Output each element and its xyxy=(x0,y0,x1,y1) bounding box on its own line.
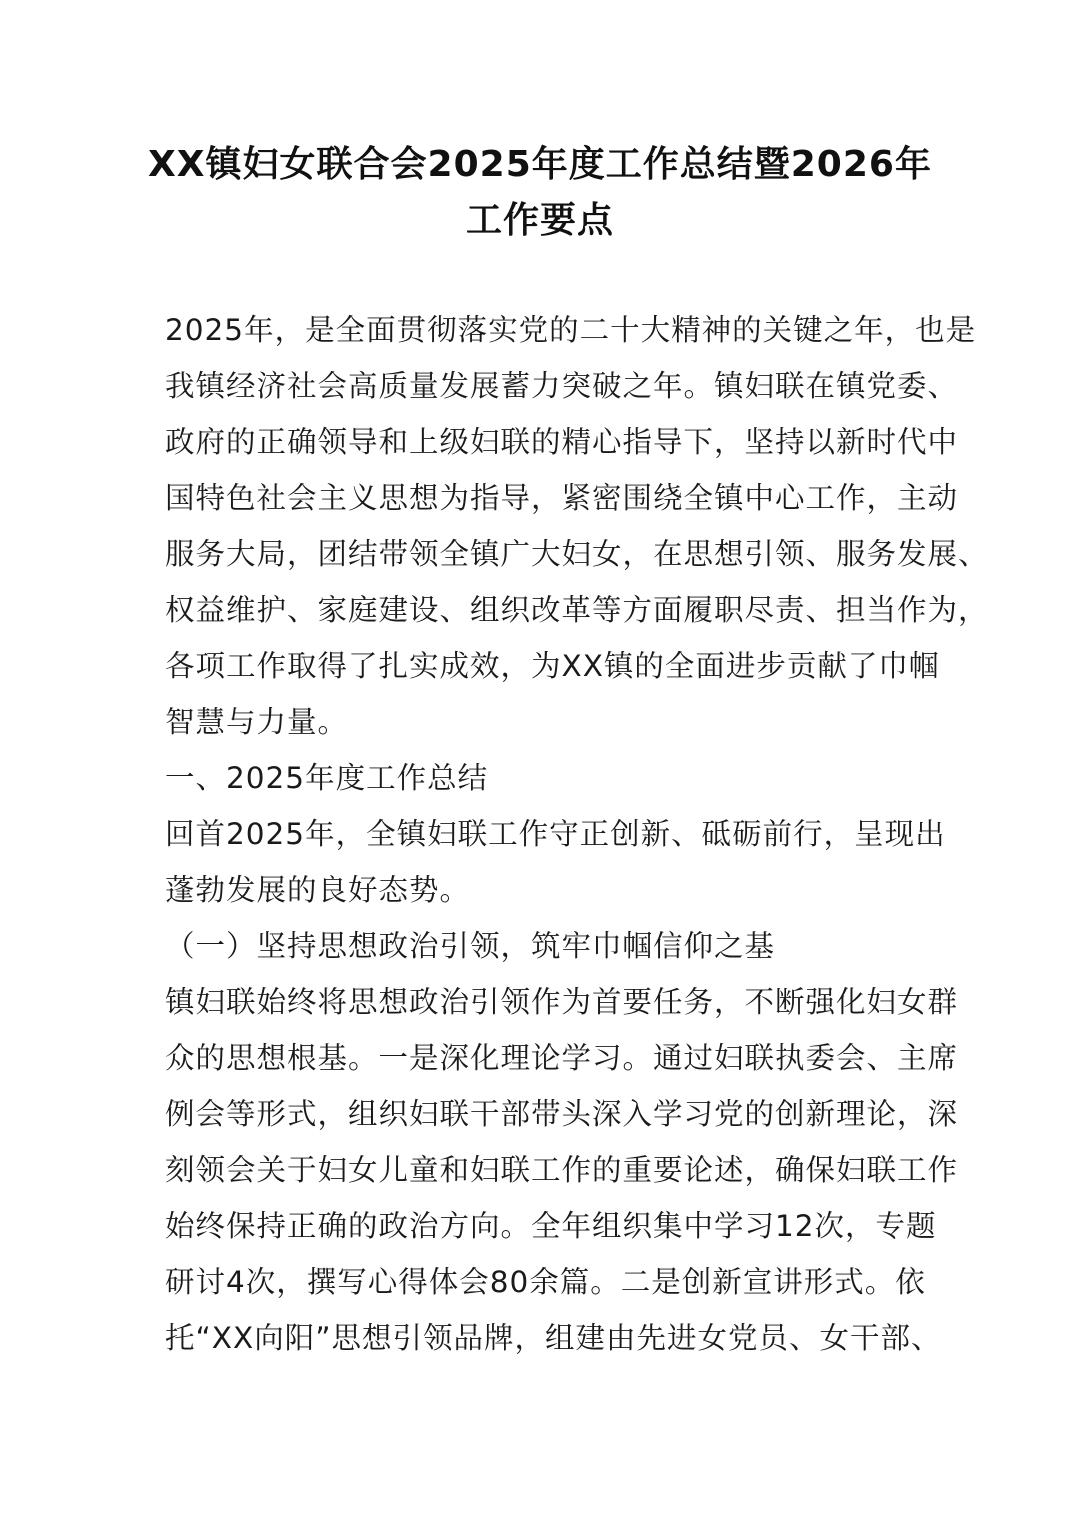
document-title-line-2: 工作要点 xyxy=(465,200,614,241)
body-line: 例会等形式，组织妇联干部带头深入学习党的创新理论，深 xyxy=(165,1097,959,1131)
body-line: 国特色社会主义思想为指导，紧密围绕全镇中心工作，主动 xyxy=(165,481,959,515)
section-heading: 一、2025年度工作总结 xyxy=(165,761,489,795)
document-title-line-1: XX镇妇女联合会2025年度工作总结暨2026年 xyxy=(148,144,932,185)
body-line: 蓬勃发展的良好态势。 xyxy=(165,873,471,907)
body-line: 研讨4次，撰写心得体会80余篇。二是创新宣讲形式。依 xyxy=(165,1265,926,1299)
body-line: 服务大局，团结带领全镇广大妇女，在思想引领、服务发展、 xyxy=(165,537,989,571)
body-line: 权益维护、家庭建设、组织改革等方面履职尽责、担当作为， xyxy=(165,593,989,627)
body-line: 各项工作取得了扎实成效，为XX镇的全面进步贡献了巾帼 xyxy=(165,649,940,683)
body-line: 政府的正确领导和上级妇联的精心指导下，坚持以新时代中 xyxy=(165,425,959,459)
body-line: 2025年，是全面贯彻落实党的二十大精神的关键之年，也是 xyxy=(165,313,977,347)
document-body xyxy=(165,302,989,1366)
body-line: 众的思想根基。一是深化理论学习。通过妇联执委会、主席 xyxy=(165,1041,959,1075)
body-line: 镇妇联始终将思想政治引领作为首要任务，不断强化妇女群 xyxy=(165,985,959,1019)
body-line: 始终保持正确的政治方向。全年组织集中学习12次，专题 xyxy=(165,1209,937,1243)
body-line: 我镇经济社会高质量发展蓄力突破之年。镇妇联在镇党委、 xyxy=(165,369,959,403)
body-line: 托“XX向阳”思想引领品牌，组建由先进女党员、女干部、 xyxy=(165,1321,942,1355)
body-line: 刻领会关于妇女儿童和妇联工作的重要论述，确保妇联工作 xyxy=(165,1153,959,1187)
body-line: 回首2025年，全镇妇联工作守正创新、砥砺前行，呈现出 xyxy=(165,817,946,851)
body-line: 智慧与力量。 xyxy=(165,705,349,739)
subsection-heading: （一）坚持思想政治引领，筑牢巾帼信仰之基 xyxy=(165,929,776,963)
